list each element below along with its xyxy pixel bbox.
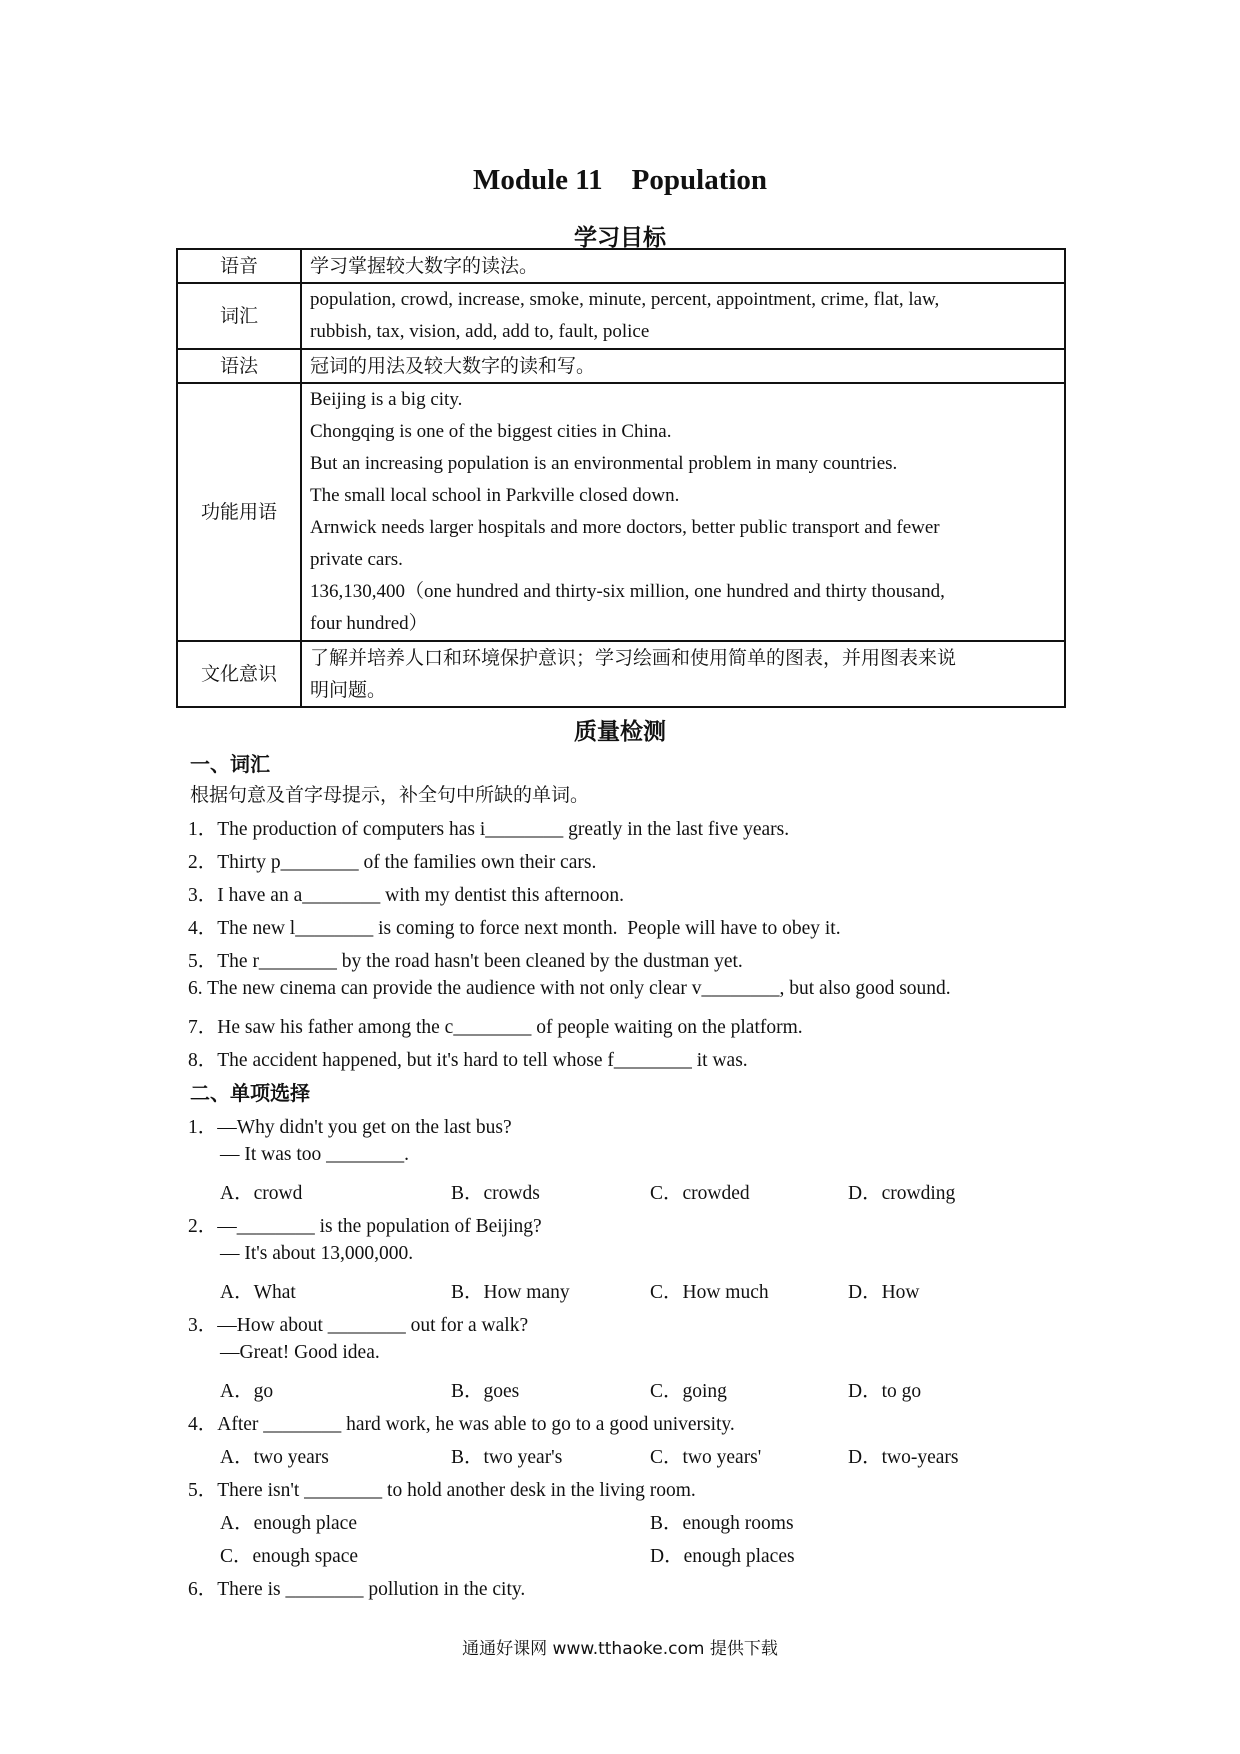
content-line: Chongqing is one of the biggest cities in China. <box>310 421 672 442</box>
option-a: A．go <box>220 1381 274 1402</box>
option-d: D．crowding <box>848 1183 956 1204</box>
vocab-item: 3．I have an a________ with my dentist this afternoon. <box>188 885 624 906</box>
choice-stem: 4．After ________ hard work, he was able to go to a good university. <box>188 1414 735 1435</box>
choice-stem: 6．There is ________ pollution in the city. <box>188 1579 526 1600</box>
option-b: B．goes <box>451 1381 520 1402</box>
table-row <box>177 349 1065 383</box>
content-line: 冠词的用法及较大数字的读和写。 <box>310 355 596 377</box>
content-line: The small local school in Parkville closed down. <box>310 485 680 506</box>
choice-heading: 二、单项选择 <box>190 1081 310 1105</box>
option-a: A．two years <box>220 1447 329 1468</box>
content-line: 136,130,400（one hundred and thirty-six million, one hundred and thirty thousand, <box>310 581 945 602</box>
goals-heading: 学习目标 <box>574 225 666 251</box>
row-content <box>301 383 1065 641</box>
content-line: But an increasing population is an environmental problem in many countries. <box>310 453 898 474</box>
content-line: Arnwick needs larger hospitals and more doctors, better public transport and fewer <box>310 517 940 538</box>
vocab-heading: 一、词汇 <box>190 752 270 776</box>
content-line: Beijing is a big city. <box>310 389 463 410</box>
row-content <box>301 641 1065 707</box>
row-content <box>301 283 1065 349</box>
option-d: D．enough places <box>650 1546 795 1567</box>
quality-heading: 质量检测 <box>574 719 666 745</box>
content-line: rubbish, tax, vision, add, add to, fault, police <box>310 321 650 342</box>
option-c: C．enough space <box>220 1546 359 1567</box>
choice-stem: 1．—Why didn't you get on the last bus? <box>188 1117 512 1138</box>
option-b: B．enough rooms <box>650 1513 794 1534</box>
page-title: Module 11 Population <box>472 164 768 196</box>
option-d: D．How <box>848 1282 920 1303</box>
option-c: C．going <box>650 1381 727 1402</box>
content-line: 学习掌握较大数字的读法。 <box>310 255 539 277</box>
row-label: 词汇 <box>177 283 301 349</box>
vocab-item: 4．The new l________ is coming to force next month. People will have to obey it. <box>188 918 841 939</box>
row-label: 文化意识 <box>177 641 301 707</box>
content-line: population, crowd, increase, smoke, minute, percent, appointment, crime, flat, law, <box>310 289 940 310</box>
option-a: A．What <box>220 1282 296 1303</box>
option-c: C．How much <box>650 1282 769 1303</box>
table-row <box>177 249 1065 283</box>
table-row <box>177 383 1065 641</box>
option-d: D．two-years <box>848 1447 959 1468</box>
content-line: private cars. <box>310 549 403 570</box>
vocab-item: 1．The production of computers has i________ greatly in the last five years. <box>188 819 790 840</box>
choice-stem: 5．There isn't ________ to hold another desk in the living room. <box>188 1480 696 1501</box>
row-content <box>301 249 1065 283</box>
footer: 通通好课网 www.tthaoke.com 提供下载 <box>462 1639 778 1659</box>
choice-sub: —Great! Good idea. <box>220 1342 380 1363</box>
option-b: B．crowds <box>451 1183 540 1204</box>
option-c: C．two years' <box>650 1447 762 1468</box>
content-line: four hundred） <box>310 613 428 634</box>
option-a: A．enough place <box>220 1513 357 1534</box>
vocab-item: 6. The new cinema can provide the audience with not only clear v________, but also good sound. <box>188 978 951 999</box>
vocab-item: 5．The r________ by the road hasn't been cleaned by the dustman yet. <box>188 951 743 972</box>
goals-table <box>176 248 1066 708</box>
row-label: 语法 <box>177 349 301 383</box>
choice-stem: 3．—How about ________ out for a walk? <box>188 1315 529 1336</box>
option-b: B．How many <box>451 1282 570 1303</box>
vocab-item: 7．He saw his father among the c________ of people waiting on the platform. <box>188 1017 803 1038</box>
table-row <box>177 641 1065 707</box>
option-c: C．crowded <box>650 1183 750 1204</box>
content-line: 了解并培养人口和环境保护意识；学习绘画和使用简单的图表，并用图表来说 <box>310 647 957 669</box>
content-line: 明问题。 <box>310 679 387 701</box>
table-row <box>177 283 1065 349</box>
vocab-item: 8．The accident happened, but it's hard to tell whose f________ it was. <box>188 1050 748 1071</box>
choice-stem: 2．—________ is the population of Beijing? <box>188 1216 542 1237</box>
option-a: A．crowd <box>220 1183 303 1204</box>
row-label: 功能用语 <box>177 383 301 641</box>
row-label: 语音 <box>177 249 301 283</box>
option-b: B．two year's <box>451 1447 563 1468</box>
option-d: D．to go <box>848 1381 922 1402</box>
row-content <box>301 349 1065 383</box>
vocab-instruction: 根据句意及首字母提示，补全句中所缺的单词。 <box>190 784 590 806</box>
vocab-item: 2．Thirty p________ of the families own their cars. <box>188 852 597 873</box>
choice-sub: — It was too ________. <box>220 1144 410 1165</box>
choice-sub: — It's about 13,000,000. <box>220 1243 414 1264</box>
